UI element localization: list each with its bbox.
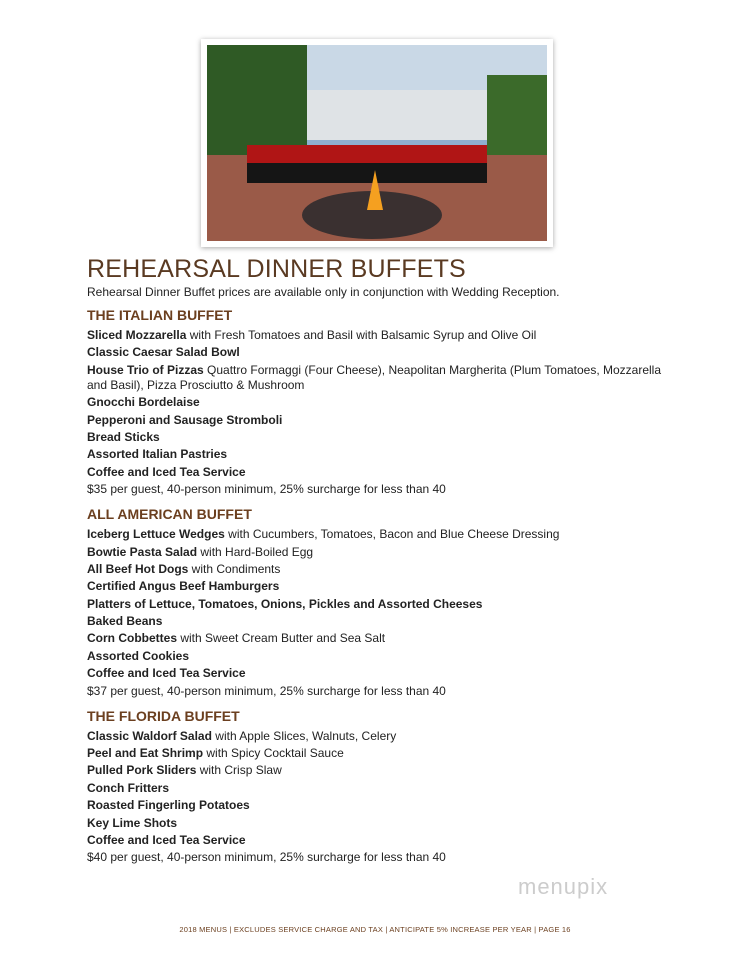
item-name: Classic Waldorf Salad <box>87 728 212 743</box>
item-name: Classic Caesar Salad Bowl <box>87 345 240 360</box>
item-name: Assorted Cookies <box>87 648 190 663</box>
page-title: REHEARSAL DINNER BUFFETS <box>87 255 466 283</box>
item-name: House Trio of Pizzas <box>87 362 204 377</box>
section-heading: THE ITALIAN BUFFET <box>87 307 233 323</box>
item-description: with Spicy Cocktail Sauce <box>203 746 344 761</box>
item-name: Conch Fritters <box>87 780 170 795</box>
item-name: Platters of Lettuce, Tomatoes, Onions, Pickles and Assorted Cheeses <box>87 596 483 611</box>
menu-item <box>87 527 677 542</box>
subtitle: Rehearsal Dinner Buffet prices are available only in conjunction with Wedding Reception. <box>87 285 560 299</box>
menu-item <box>87 781 677 796</box>
menu-item <box>87 430 677 445</box>
item-name: Pepperoni and Sausage Stromboli <box>87 412 283 427</box>
menu-item <box>87 579 677 594</box>
menu-item <box>87 798 677 813</box>
item-name: Coffee and Iced Tea Service <box>87 666 246 681</box>
item-name: Bread Sticks <box>87 429 160 444</box>
menu-item <box>87 816 677 831</box>
price-line: $35 per guest, 40-person minimum, 25% surcharge for less than 40 <box>87 482 446 497</box>
item-description: Quattro Formaggi (Four Cheese), Neapolitan Margherita (Plum Tomatoes, Mozzarella and Basil), Pizza Prosciutto & Mushroom <box>87 362 662 392</box>
menu-item <box>87 666 677 681</box>
buffet-section <box>87 503 677 699</box>
item-description: with Cucumbers, Tomatoes, Bacon and Blue Cheese Dressing <box>224 527 560 542</box>
menu-item <box>87 413 677 428</box>
event-photo <box>201 39 553 247</box>
item-name: Iceberg Lettuce Wedges <box>87 527 225 542</box>
menu-content <box>87 254 677 871</box>
buffet-section <box>87 304 677 497</box>
menu-item <box>87 465 677 480</box>
item-description: with Sweet Cream Butter and Sea Salt <box>177 631 386 646</box>
item-name: Gnocchi Bordelaise <box>87 395 200 410</box>
menu-item <box>87 345 677 360</box>
item-description: with Apple Slices, Walnuts, Celery <box>211 728 397 743</box>
item-name: Corn Cobbettes <box>87 631 177 646</box>
menu-item <box>87 328 677 343</box>
item-name: Assorted Italian Pastries <box>87 447 228 462</box>
item-description: with Condiments <box>188 561 281 576</box>
item-name: Roasted Fingerling Potatoes <box>87 798 250 813</box>
item-name: Sliced Mozzarella <box>87 328 187 342</box>
item-name: Baked Beans <box>87 614 163 629</box>
item-description: with Crisp Slaw <box>196 763 282 778</box>
menu-item <box>87 562 677 577</box>
menu-item <box>87 729 677 744</box>
menu-item <box>87 363 677 393</box>
item-name: Pulled Pork Sliders <box>87 763 197 778</box>
menu-item <box>87 395 677 410</box>
menu-item <box>87 614 677 629</box>
menu-item <box>87 833 677 848</box>
item-name: Certified Angus Beef Hamburgers <box>87 579 280 594</box>
watermark-logo: menupix <box>518 874 609 899</box>
page-footer: 2018 MENUS | EXCLUDES SERVICE CHARGE AND TAX | ANTICIPATE 5% INCREASE PER YEAR | PAGE 16 <box>179 925 571 934</box>
menu-item <box>87 597 677 612</box>
item-description: with Hard-Boiled Egg <box>197 544 314 559</box>
item-name: Coffee and Iced Tea Service <box>87 832 246 847</box>
menu-item <box>87 649 677 664</box>
item-name: Coffee and Iced Tea Service <box>87 464 246 479</box>
price-line: $37 per guest, 40-person minimum, 25% surcharge for less than 40 <box>87 683 446 698</box>
menu-item <box>87 447 677 462</box>
item-description: with Fresh Tomatoes and Basil with Balsamic Syrup and Olive Oil <box>186 328 537 342</box>
menu-item <box>87 631 677 646</box>
menu-item <box>87 746 677 761</box>
item-name: Bowtie Pasta Salad <box>87 544 198 559</box>
item-name: All Beef Hot Dogs <box>87 561 189 576</box>
price-line: $40 per guest, 40-person minimum, 25% surcharge for less than 40 <box>87 850 446 865</box>
item-name: Peel and Eat Shrimp <box>87 746 204 761</box>
buffet-section <box>87 705 677 866</box>
item-name: Key Lime Shots <box>87 815 178 830</box>
menu-item <box>87 763 677 778</box>
section-heading: ALL AMERICAN BUFFET <box>87 506 252 523</box>
menu-item <box>87 545 677 560</box>
section-heading: THE FLORIDA BUFFET <box>87 707 240 724</box>
